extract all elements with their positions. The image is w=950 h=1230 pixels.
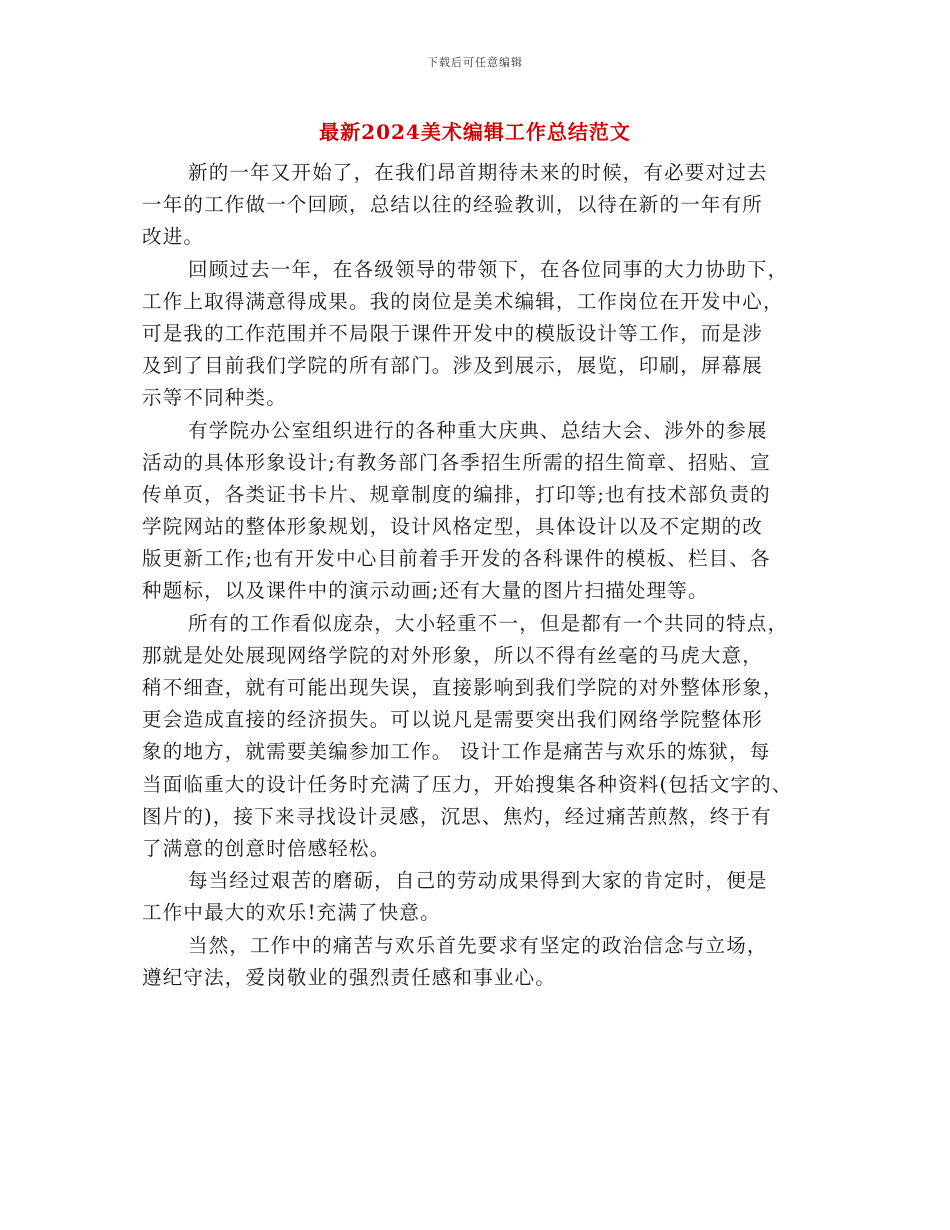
text-line: 那就是处处展现网络学院的对外形象，所以不得有丝毫的马虎大意， [142,643,764,667]
text-line: 传单页，各类证书卡片、规章制度的编排，打印等;也有技术部负责的 [142,482,771,506]
text-line: 工作上取得满意得成果。我的岗位是美术编辑，工作岗位在开发中心， [142,289,784,313]
text-line: 工作中最大的欢乐!充满了快意。 [142,901,441,925]
text-line: 所有的工作看似庞杂，大小轻重不一，但是都有一个共同的特点， [188,611,789,635]
text-line: 活动的具体形象设计;有教务部门各季招生所需的招生简章、招贴、宣 [142,450,771,474]
text-line: 当面临重大的设计任务时充满了压力，开始搜集各种资料(包括文字的、 [142,772,793,796]
text-line: 改进。 [142,225,205,249]
text-line: 更会造成直接的经济损失。可以说凡是需要突出我们网络学院整体形 [142,708,764,732]
text-line: 学院网站的整体形象规划，设计风格定型，具体设计以及不定期的改 [142,515,764,539]
text-line: 一年的工作做一个回顾，总结以往的经验教训，以待在新的一年有所 [142,193,764,217]
text-line: 回顾过去一年，在各级领导的带领下，在各位同事的大力协助下， [188,257,789,281]
paragraph-3 [142,415,814,608]
text-line: 示等不同种类。 [142,386,287,410]
text-line: 象的地方，就需要美编参加工作。 设计工作是痛苦与欢乐的炼狱，每 [142,740,771,764]
text-line: 当然，工作中的痛苦与欢乐首先要求有坚定的政治信念与立场， [188,933,768,957]
text-line: 版更新工作;也有开发中心目前着手开发的各科课件的模板、栏目、各 [142,547,771,571]
text-line: 可是我的工作范围并不局限于课件开发中的模版设计等工作，而是涉 [142,321,764,345]
text-line: 及到了目前我们学院的所有部门。涉及到展示，展览，印刷，屏幕展 [142,354,764,378]
paragraph-1 [142,157,814,254]
header-note: 下载后可任意编辑 [427,56,523,69]
document-title: 最新2024美术编辑工作总结范文 [319,120,631,144]
paragraph-4 [142,608,814,866]
document-body [142,157,814,994]
text-line: 了满意的创意时倍感轻松。 [142,836,391,860]
text-line: 遵纪守法，爱岗敬业的强烈责任感和事业心。 [142,965,557,989]
text-line: 每当经过艰苦的磨砺，自己的劳动成果得到大家的肯定时，便是 [188,869,768,893]
paragraph-2 [142,254,814,415]
text-line: 有学院办公室组织进行的各种重大庆典、总结大会、涉外的参展 [188,418,768,442]
text-line: 稍不细查，就有可能出现失误，直接影响到我们学院的对外整体形象， [142,676,784,699]
text-line: 图片的)，接下来寻找设计灵感，沉思、焦灼，经过痛苦煎熬，终于有 [142,804,772,828]
paragraph-5 [142,865,814,929]
text-line: 新的一年又开始了，在我们昂首期待未来的时候，有必要对过去 [188,161,768,184]
text-line: 种题标，以及课件中的演示动画;还有大量的图片扫描处理等。 [142,579,709,603]
paragraph-6 [142,930,814,994]
